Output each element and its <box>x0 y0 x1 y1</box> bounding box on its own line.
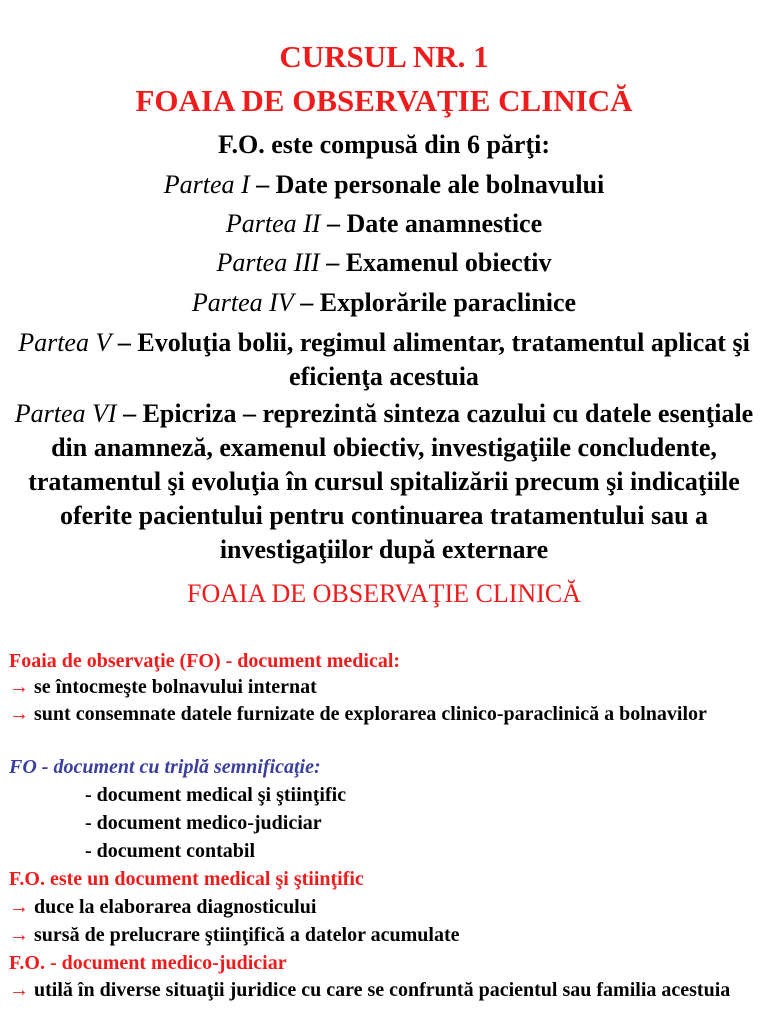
medico-judicial-heading: F.O. - document medico-judiciar <box>9 952 287 974</box>
arrow-icon: → <box>9 979 29 1001</box>
slide-observation-sheet <box>0 575 768 1024</box>
part-6-text: – Epicriza – reprezintă sinteza cazului cu datele esenţiale din anamneză, examenul obiectiv, investigaţiile concludente, tratamentul şi evoluţia în cursul spitalizării precum şi indicaţiile oferite pacientului pentru continuarea tratamentului sau a investigaţiilor după externare <box>28 399 754 564</box>
part-4-label: Partea IV <box>191 288 294 317</box>
section-heading: FOAIA DE OBSERVAŢIE CLINICĂ <box>187 579 581 608</box>
significance-item-1: - document medical şi ştiinţific <box>85 784 347 806</box>
part-1-label: Partea I <box>163 170 250 199</box>
part-2-text: – Date anamnestice <box>320 209 543 238</box>
part-3-label: Partea III <box>216 248 320 277</box>
part-2-label: Partea II <box>225 209 321 238</box>
part-5 <box>10 326 758 394</box>
part-1-text: – Date personale ale bolnavului <box>249 170 605 199</box>
bullet-diagnostic-text: duce la elaborarea diagnosticului <box>29 896 317 918</box>
bullet-diagnostic <box>9 895 759 919</box>
definition-line: Foaia de observaţie (FO) - document medical: <box>9 650 401 672</box>
medical-scientific-heading: F.O. este un document medical şi ştiinţific <box>9 868 364 890</box>
document-title: FOAIA DE OBSERVAŢIE CLINICĂ <box>135 83 633 118</box>
bullet-internat-text: se întocmeşte bolnavului internat <box>29 676 317 698</box>
bullet-sursa-text: sursă de prelucrare ştiinţifică a datelor acumulate <box>29 924 460 946</box>
significance-item-3: - document contabil <box>85 840 255 862</box>
intro-line: F.O. este compusă din 6 părţi: <box>218 130 550 159</box>
arrow-icon: → <box>9 924 29 946</box>
bullet-juridic-text: utilă în diverse situaţii juridice cu care se confruntă pacientul sau familia acestuia <box>29 979 731 1001</box>
part-1 <box>0 169 768 200</box>
arrow-icon: → <box>9 676 29 698</box>
course-title: CURSUL NR. 1 <box>279 39 489 74</box>
significance-item-2: - document medico-judiciar <box>85 812 322 834</box>
part-3-text: – Examenul obiectiv <box>319 248 552 277</box>
part-3 <box>0 247 768 278</box>
part-6 <box>10 397 758 567</box>
bullet-internat <box>9 675 759 699</box>
part-4-text: – Explorările paraclinice <box>293 288 577 317</box>
bullet-sursa <box>9 923 759 947</box>
arrow-icon: → <box>9 896 29 918</box>
part-2 <box>0 208 768 239</box>
bullet-consemnate-text: sunt consemnate datele furnizate de explorarea clinico-paraclinică a bolnavilor <box>29 703 707 725</box>
bullet-consemnate <box>9 703 759 725</box>
bullet-juridic <box>9 979 759 1001</box>
part-4 <box>0 287 768 318</box>
triple-significance-line: FO - document cu triplă semnificaţie: <box>9 756 321 778</box>
part-5-label: Partea V <box>18 328 112 357</box>
part-5-text: – Evoluţia bolii, regimul alimentar, tratamentul aplicat şi eficienţa acestuia <box>111 328 750 391</box>
part-6-label: Partea VI <box>14 399 117 428</box>
arrow-icon: → <box>9 703 29 725</box>
